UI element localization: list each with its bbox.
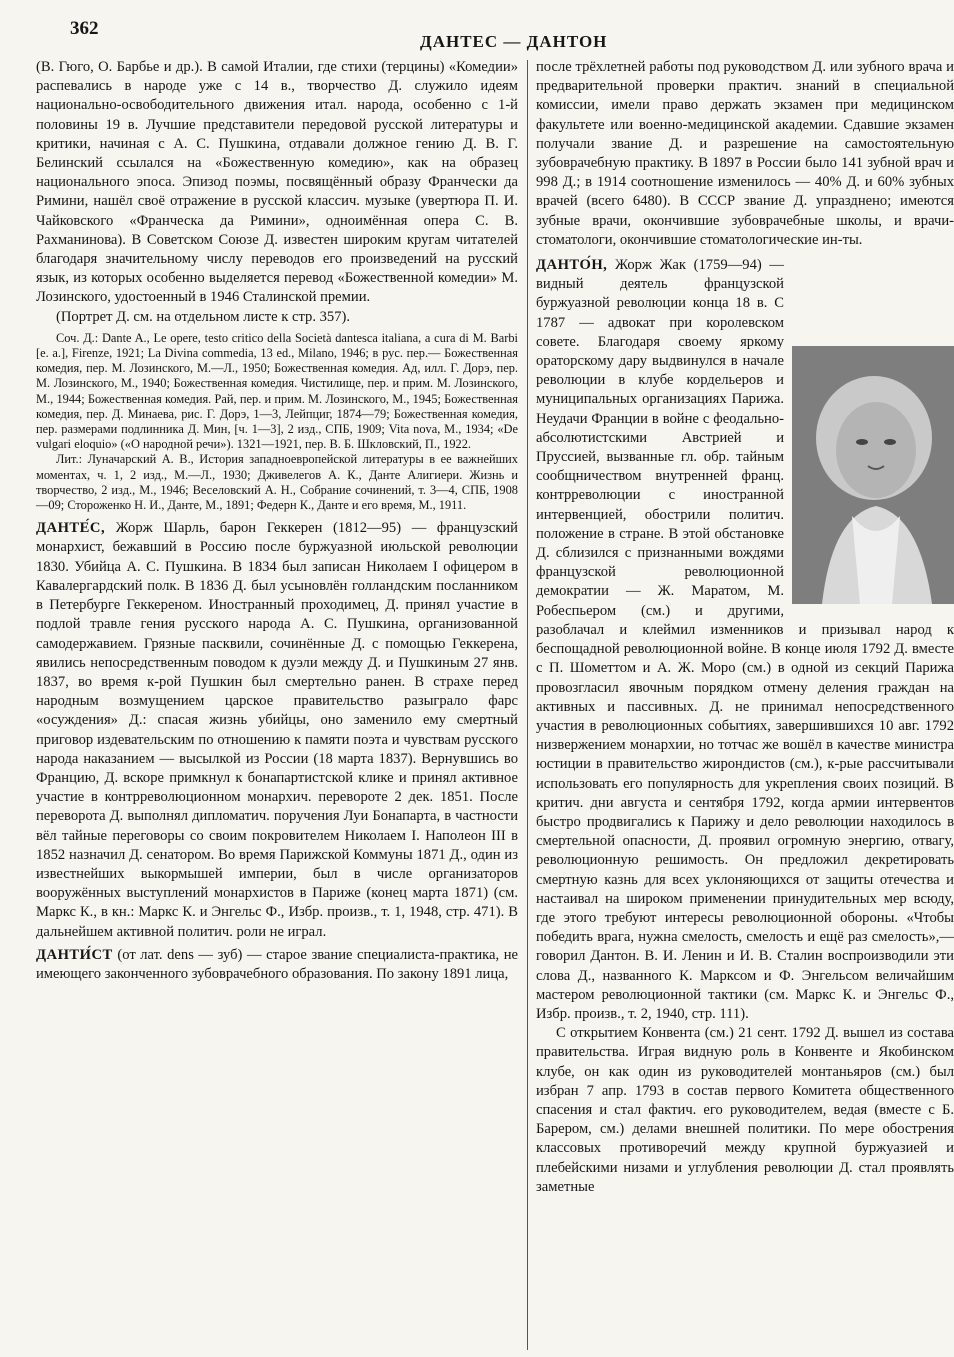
- danton-article: [536, 256, 954, 1024]
- right-column: [536, 58, 954, 1348]
- danton-headword: ДАНТО́Н,: [536, 257, 608, 274]
- left-column: [36, 58, 518, 984]
- running-head: ДАНТЕС — ДАНТОН: [420, 32, 608, 51]
- danton-text: Жорж Жак (1759—94) — видный деятель французской буржуазной революции конца 18 в. С 1787 — адвокат при королевском совете. Благодаря своему яркому ораторскому дару выдвинулся в начале революции в клубе кордельеров и муниципальных организациях Парижа. Неудачи Франции в войне с феодально-абсолютистскими Австрией и Пруссией, вызванные гл. обр. тайным сообщничеством внутренней франц. контрреволюции с иностранной интервенцией, обострили политич. положение в стране. В этой обстановке Д. сблизился с признанными вождями французской революционной демократии — Ж. Маратом, М. Робеспьером (см.) и другими, разоблачал и клеймил изменников и призывал народ к беспощадной революционной войне. В конце июля 1792 Д. вместе с П. Шометтом и А. Ж. Моро (см.) в одной из секций Парижа провозгласил явочным порядком отмену деления граждан на активных и пассивных. Д. не принимал непосредственного участия в революционных событиях, завершившихся 10 авг. 1792 низвержением монархии, но тотчас же вошёл в качестве министра юстиции в правительство жирондистов (см.), к-рые рассчитывали использовать его популярность для укрепления своих позиций. В критич. дни августа и сентября 1792, когда армии интервентов быстро продвигались к Парижу и дело революции находилось в смертельной опасности, Д. проявил огромную энергию, отвагу, революционную решимость. Он предложил декретировать смертную казнь для всех уклоняющихся от защиты отечества и настаивал на широком применении принудительных мер всюду, где этого требуют интересы революционной обороны. «Чтобы победить врага, нужна смелость, смелость и ещё раз смелость»,— говорил Дантон. В. И. Ленин и И. В. Сталин воспроизводили эти слова Д., названного К. Марксом и Ф. Энгельсом величайшим мастером революционной тактики (см. Маркс К. и Энгельс Ф., Избр. произв., т. 2, 1940, стр. 111).: [536, 257, 954, 1022]
- portrait-image: [792, 346, 954, 604]
- dante-article-continued: (В. Гюго, О. Барбье и др.). В самой Италии, где стихи (терцины) «Комедии» распевались в народе уже с 14 в., творчество Д. служило идеям национально-освободительного движения итал. народа, особенно с 1-й половины 19 в. Лучшие представители передовой русской литературы и критики, начиная с А. С. Пушкина, отдавали должное гению Д. В. Г. Белинский ссылался на «Божественную комедию», как на образец национального эпоса. Эпизод поэмы, посвящённый образу Франчески да Римини, нашёл своё отражение в русской классич. музыке (увертюра П. И. Чайковского «Франческа да Римини», одноимённая опера С. В. Рахманинова). В Советском Союзе Д. известен широким кругам читателей благодаря значительному числу переводов его произведений на русский язык, из которых особенно выделяется перевод «Божественной комедии» М. Лозинского, удостоенный в 1946 Сталинской премии.: [36, 59, 518, 306]
- dantist-article: [36, 946, 518, 984]
- dantes-text: Жорж Шарль, барон Геккерен (1812—95) — французский монархист, бежавший в Россию после буржуазной июльской революции 1830. Убийца А. С. Пушкина. В 1834 был записан Николаем I офицером в Кавалергардский полк. В 1836 Д. был усыновлён голландским посланником в Петербурге Геккереном. Иностранный проходимец, Д. принял участие в подлой травле гения русского народа А. С. Пушкина, организованной самодержавием. Грязные пасквили, сочинённые Д. с помощью Геккерена, явились непосредственным поводом к дуэли между Д. и Пушкиным 27 янв. 1837, во время к-рой Пушкин был смертельно ранен. В страхе перед народным возмущением царское правительство разыграло фарс «осуждения» Д.: спасая жизнь убийцы, оно заменило ему смертный приговор издевательским по отношению к памяти поэта и чувствам русского народа наказанием — высылкой из России (18 марта 1837). Вернувшись во Францию, Д. вскоре примкнул к бонапартистской клике и принял активное участие в контрреволюционном монархич. перевороте 2 дек. 1851. После переворота Д. выполнял дипломатич. поручения Луи Бонапарта, в частности вёл тайные переговоры со своим покровителем Николаем I. Наполеон III в 1852 назначил Д. сенатором. Во время Парижской Коммуны 1871 Д., один из известнейших выкормышей империи, был в числе организаторов вооружённых выступлений монархистов в Париже (конец марта 1871) (см. Маркс К., в кн.: Маркс К. и Энгельс Ф., Избр. произв., т. 1, 1948, стр. 471). В дальнейшем активной политич. роли не играл.: [36, 520, 518, 940]
- dantes-headword: ДАНТЕ́С,: [36, 520, 106, 537]
- dantist-headword: ДАНТИ́СТ: [36, 946, 113, 963]
- page-number: 362: [70, 18, 99, 39]
- dante-works: Соч. Д.: Dante A., Le opere, testo critico della Società dantesca italiana, a cura di M. Barbi [e. a.], Firenze, 1921; La Divina commedia, 13 ed., Milano, 1946; в рус. пер.— Божественная комедия, пер. М. Лозинского, М.—Л., 1950; Божественная комедия. Ад, илл. Г. Дорэ, пер. М. Лозинского, М., 1940; Божественная комедия. Чистилище, пер. и прим. М. Лозинского, М., 1944; Божественная комедия. Рай, пер. и прим. М. Лозинского, М., 1945; Божественная комедия, пер. Д. Минаева, рис. Г. Дорэ, 1—3, Лейпциг, 1874—79; Божественная комедия, пер. размерами подлинника Д. Мин, [ч. 1—3], 2 изд., СПБ, 1909; Vita nova, М., 1934; «De vulgari eloquio» («О народной речи»). 1321—1921, пер. В. Б. Шкловский, П., 1922.: [36, 330, 518, 452]
- dante-literature: Лит.: Луначарский А. В., История западноевропейской литературы в ее важнейших моментах, ч. 1, 2 изд., М.—Л., 1930; Дживелегов А. К., Данте Алигиери. Жизнь и творчество, 2 изд., М., 1946; Веселовский А. Н., Собрание сочинений, т. 3—4, СПБ, 1908—09; Стороженко Н. И., Данте, М., 1891; Федерн К., Данте и его время, М., 1911.: [36, 452, 518, 513]
- dantist-article-continued: после трёхлетней работы под руководством Д. или зубного врача и предварительной проверки практич. знаний в специальной комиссии, имели право держать экзамен при медицинском факультете или военно-медицинской академии. Сдавшие экзамен получали звание Д. и разрешение на самостоятельную зубоврачебную практику. В 1897 в России было 141 зубной врач и 998 Д.; в 1914 соотношение изменилось — 40% Д. и 60% зубных врачей (всего 6480). В СССР звание Д. упразднено; имеются зубные врачи, окончившие зубоврачебные школы, и врачи-стоматологи, окончившие стоматологические ин-ты.: [536, 59, 954, 248]
- dantes-article: [36, 519, 518, 941]
- danton-portrait: [792, 346, 954, 604]
- column-divider: [527, 60, 528, 1350]
- dantist-text: (от лат. dens — зуб) — старое звание специалиста-практика, не имеющего законченного зубоврачебного образования. По закону 1891 лица,: [36, 946, 518, 982]
- portrait-reference: (Портрет Д. см. на отдельном листе к стр. 357).: [56, 308, 351, 325]
- danton-article-part-2: С открытием Конвента (см.) 21 сент. 1792 Д. вышел из состава правительства. Играя видную роль в Конвенте и Якобинском клубе, он как один из руководителей монтаньяров (см.) был избран 7 апр. 1793 в состав первого Комитета общественного спасения и стал фактич. его руководителем, ведая (вместе с Б. Барером, см.) делами внешней политики. По мере обострения классовых противоречий между крупной буржуазией и плебейскими низами и углубления революции Д. стал проявлять заметные: [536, 1025, 954, 1195]
